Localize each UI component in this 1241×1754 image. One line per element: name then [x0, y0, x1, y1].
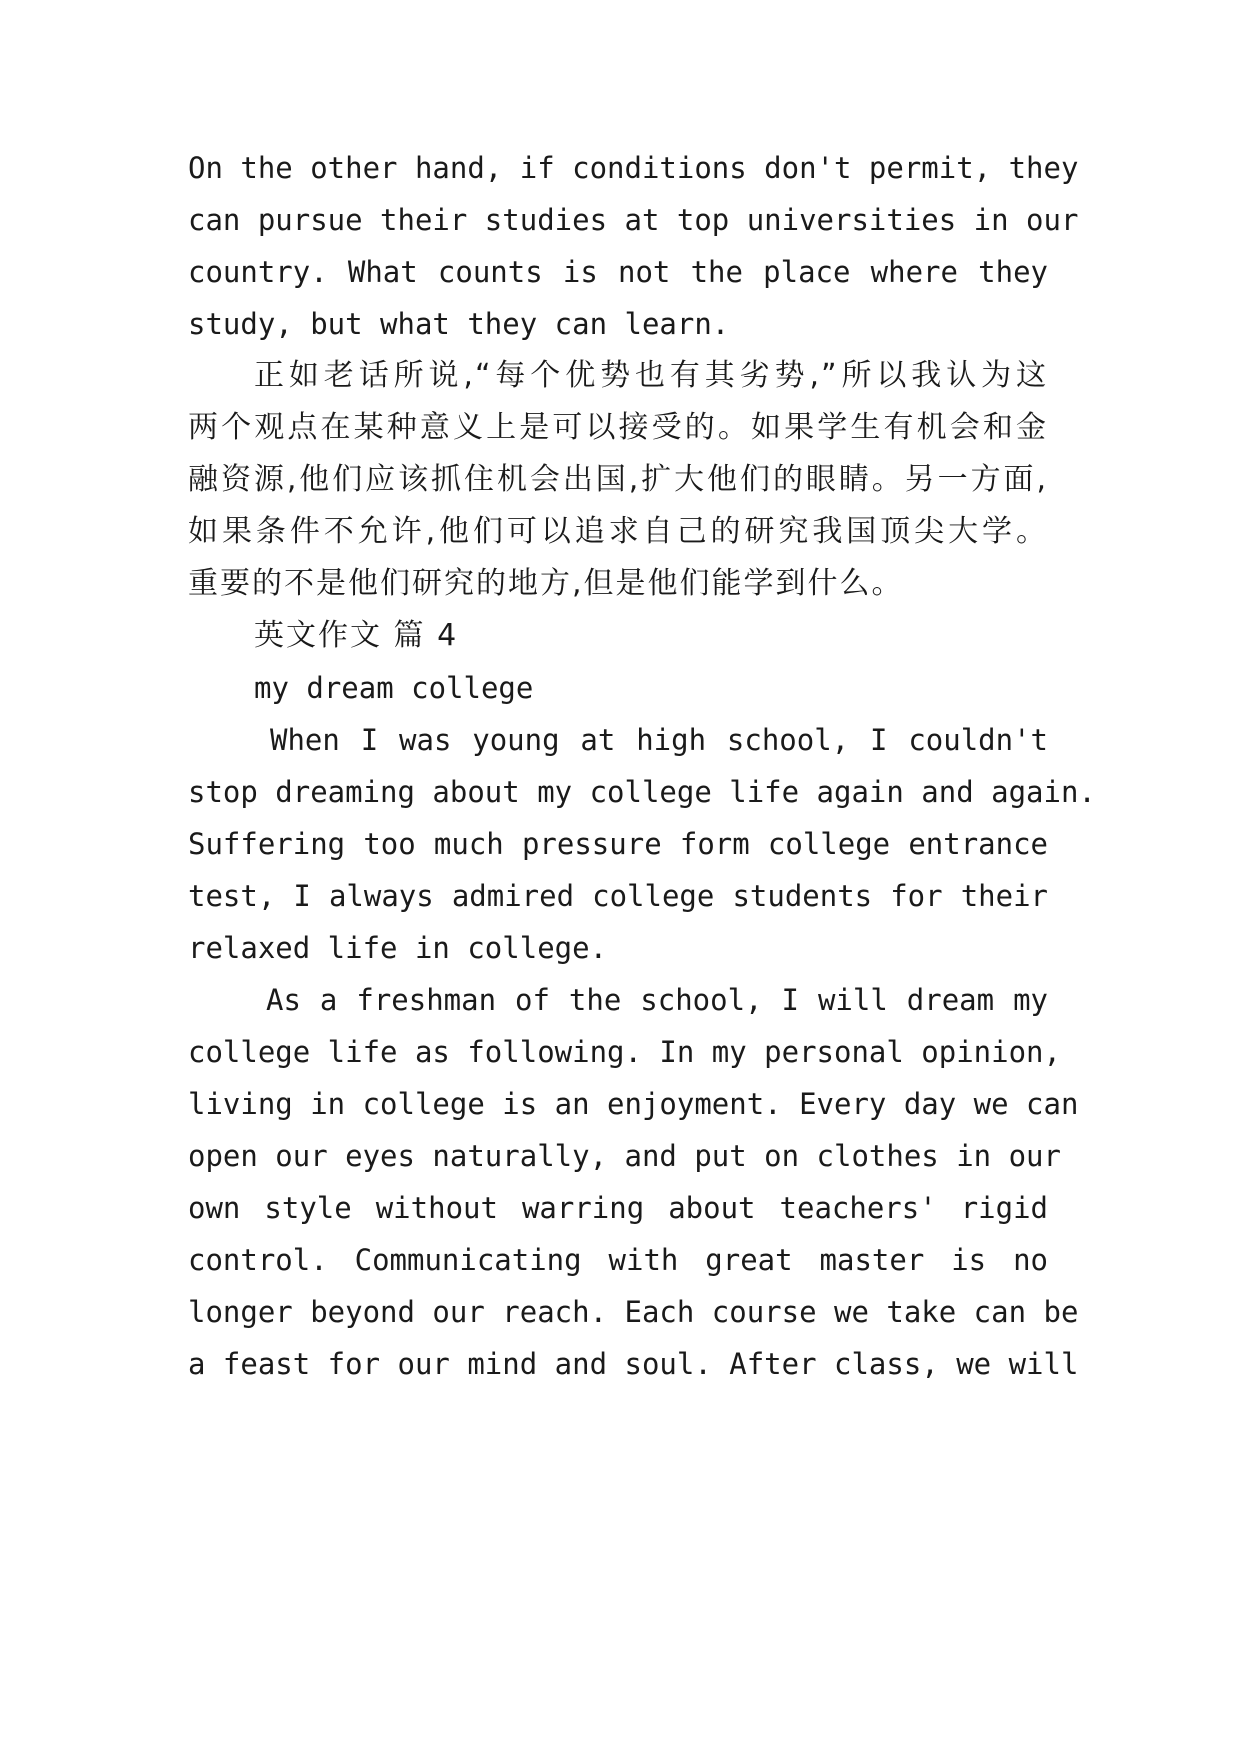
paragraph-line: control. Communicating with great master is no [188, 1243, 1048, 1277]
paragraph-line: college life as following. In my personal opinion, [188, 1035, 1061, 1069]
paragraph-line: study, but what they can learn. [188, 307, 730, 341]
paragraph-line: 正如老话所说,“每个优势也有其劣势,”所以我认为这 [254, 358, 1048, 393]
paragraph-line: relaxed life in college. [188, 931, 608, 965]
paragraph-line: When I was young at high school, I couldn't [270, 723, 1048, 757]
paragraph-line: As a freshman of the school, I will dream my [266, 983, 1048, 1017]
paragraph-line: own style without warring about teachers' rigid [188, 1191, 1048, 1225]
paragraph-line: living in college is an enjoyment. Every day we can [188, 1087, 1079, 1121]
paragraph-line: Suffering too much pressure form college entrance [188, 827, 1048, 861]
essay-title: my dream college [254, 671, 534, 705]
paragraph-line: test, I always admired college students for their [188, 879, 1048, 913]
section-heading: 英文作文 篇 4 [254, 618, 459, 653]
paragraph-line: a feast for our mind and soul. After class, we will [188, 1347, 1079, 1381]
paragraph-line: longer beyond our reach. Each course we take can be [188, 1295, 1079, 1329]
paragraph-line: stop dreaming about my college life again and again. [188, 775, 1096, 809]
paragraph-line: 重要的不是他们研究的地方,但是他们能学到什么。 [188, 566, 904, 601]
paragraph-line: can pursue their studies at top universities in our [188, 203, 1079, 237]
paragraph-line: country. What counts is not the place where they [188, 255, 1048, 289]
paragraph-line: 如果条件不允许,他们可以追求自己的研究我国顶尖大学。 [188, 514, 1048, 549]
paragraph-line: On the other hand, if conditions don't permit, they [188, 151, 1079, 185]
paragraph-line: 融资源,他们应该抓住机会出国,扩大他们的眼睛。另一方面, [188, 462, 1048, 497]
paragraph-line: 两个观点在某种意义上是可以接受的。如果学生有机会和金 [188, 410, 1048, 445]
paragraph-line: open our eyes naturally, and put on clothes in our [188, 1139, 1061, 1173]
